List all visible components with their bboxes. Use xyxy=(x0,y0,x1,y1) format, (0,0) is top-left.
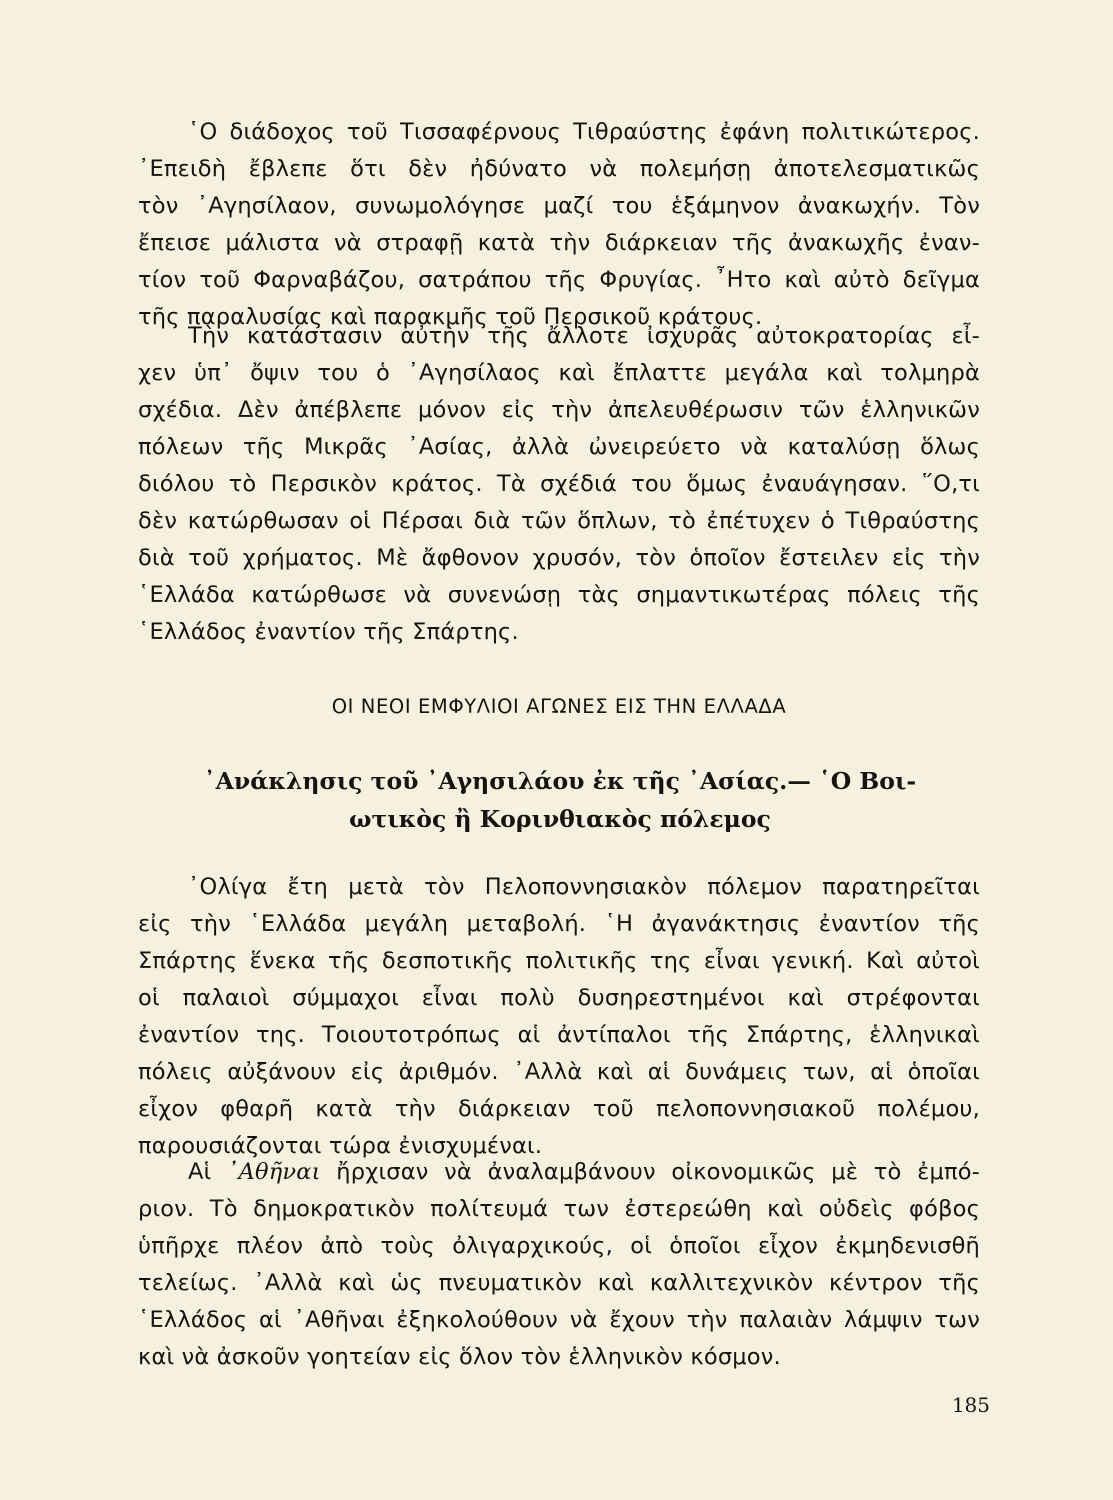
text-line: ᾿Επειδὴ ἔβλεπε ὅτι δὲν ἠδύνατο νὰ πολεμήσῃ ἀποτελεσματικῶς xyxy=(138,156,980,182)
text-line: Τὴν κατάστασιν αὐτὴν τῆς ἄλλοτε ἰσχυρᾶς αὐτοκρατορίας εἶ- xyxy=(188,323,980,349)
text-line: ὑπῆρχε πλέον ἀπὸ τοὺς ὀλιγαρχικούς, οἱ ὁποῖοι εἶχον ἐκμηδενισθῆ xyxy=(138,1233,980,1259)
text-line: διόλου τὸ Περσικὸν κράτος. Τὰ σχέδιά του ὅμως ἐναυάγησαν. ῞Ο,τι xyxy=(138,471,980,497)
subtitle-line: ᾿Ανάκλησις τοῦ ᾿Αγησιλάου ἐκ τῆς ᾿Ασίας.— ῾Ο Βοι- xyxy=(203,767,917,795)
text-line: ἔπεισε μάλιστα νὰ στραφῇ κατὰ τὴν διάρκειαν τῆς ἀνακωχῆς ἐναν- xyxy=(138,230,980,256)
text-fragment: ἤρχισαν νὰ ἀναλαμβάνουν οἰκονομικῶς μὲ τὸ ἐμπό- xyxy=(320,1159,980,1185)
text-line: ᾿Ολίγα ἔτη μετὰ τὸν Πελοποννησιακὸν πόλεμον παρατηρεῖται xyxy=(188,874,980,900)
text-line: Σπάρτης ἕνεκα τῆς δεσποτικῆς πολιτικῆς της εἶναι γενική. Καὶ αὐτοὶ xyxy=(138,948,980,974)
text-line: σχέδια. Δὲν ἀπέβλεπε μόνον εἰς τὴν ἀπελευθέρωσιν τῶν ἑλληνικῶν xyxy=(138,397,980,423)
text-line: πόλεις αὐξάνουν εἰς ἀριθμόν. ᾿Αλλὰ καὶ αἱ δυνάμεις των, αἱ ὁποῖαι xyxy=(138,1059,980,1085)
text-line: διὰ τοῦ χρήματος. Μὲ ἄφθονον χρυσόν, τὸν ὁποῖον ἔστειλεν εἰς τὴν xyxy=(138,545,980,571)
text-line: ῾Ελλάδος ἐναντίον τῆς Σπάρτης. xyxy=(138,619,519,645)
text-line: ριον. Τὸ δημοκρατικὸν πολίτευμά των ἐστερεώθη καὶ οὐδεὶς φόβος xyxy=(138,1196,980,1222)
paragraph-3 xyxy=(138,869,980,1165)
paragraph-4 xyxy=(138,1154,980,1376)
text-line: καὶ νὰ ἀσκοῦν γοητείαν εἰς ὅλον τὸν ἑλληνικὸν κόσμον. xyxy=(138,1344,781,1370)
text-line: πόλεων τῆς Μικρᾶς ᾿Ασίας, ἀλλὰ ὠνειρεύετο νὰ καταλύσῃ ὅλως xyxy=(138,434,980,460)
text-line: τελείως. ᾿Αλλὰ καὶ ὡς πνευματικὸν καὶ καλλιτεχνικὸν κέντρον τῆς xyxy=(138,1270,980,1296)
text-line: παρουσιάζονται τώρα ἐνισχυμέναι. xyxy=(138,1133,543,1159)
text-line xyxy=(138,1154,980,1191)
subtitle-line: ωτικὸς ἢ Κορινθιακὸς πόλεμος xyxy=(349,805,771,833)
text-line: ῾Ελλάδος αἱ ᾿Αθῆναι ἐξηκολούθουν νὰ ἔχουν τὴν παλαιὰν λάμψιν των xyxy=(138,1307,980,1333)
text-line: τὸν ᾿Αγησίλαον, συνωμολόγησε μαζί του ἑξάμηνον ἀνακωχήν. Τὸν xyxy=(138,193,980,219)
text-fragment: Αἱ xyxy=(188,1159,228,1185)
text-line: τῆς παραλυσίας καὶ παρακμῆς τοῦ Περσικοῦ κράτους. xyxy=(138,304,763,330)
page-number: 185 xyxy=(951,1393,990,1417)
subtitle xyxy=(170,762,950,838)
text-line: εἰς τὴν ῾Ελλάδα μεγάλη μεταβολή. ῾Η ἀγανάκτησις ἐναντίον τῆς xyxy=(138,911,980,937)
text-line: εἶχον φθαρῆ κατὰ τὴν διάρκειαν τοῦ πελοποννησιακοῦ πολέμου, xyxy=(138,1096,980,1122)
italic-term: ᾿Αθῆναι xyxy=(227,1159,321,1185)
text-line: ῾Ο διάδοχος τοῦ Τισσαφέρνους Τιθραύστης ἐφάνη πολιτικώτερος. xyxy=(188,119,980,145)
text-line: τίον τοῦ Φαρναβάζου, σατράπου τῆς Φρυγίας. ῏Ητο καὶ αὐτὸ δεῖγμα xyxy=(138,267,980,293)
text-line: ἐναντίον της. Τοιουτοτρόπως αἱ ἀντίπαλοι τῆς Σπάρτης, ἑλληνικαὶ xyxy=(138,1022,980,1048)
text-line: ῾Ελλάδα κατώρθωσε νὰ συνενώσῃ τὰς σημαντικωτέρας πόλεις τῆς xyxy=(138,582,980,608)
paragraph-2 xyxy=(138,318,980,651)
text-line: οἱ παλαιοὶ σύμμαχοι εἶναι πολὺ δυσηρεστημένοι καὶ στρέφονται xyxy=(138,985,980,1011)
text-line: δὲν κατώρθωσαν οἱ Πέρσαι διὰ τῶν ὅπλων, τὸ ἐπέτυχεν ὁ Τιθραύστης xyxy=(138,508,980,534)
section-title: ΟΙ ΝΕΟΙ ΕΜΦΥΛΙΟΙ ΑΓΩΝΕΣ ΕΙΣ ΤΗΝ ΕΛΛΑΔΑ xyxy=(331,695,787,718)
text-line: χεν ὑπ᾿ ὄψιν του ὁ ᾿Αγησίλαος καὶ ἔπλαττε μεγάλα καὶ τολμηρὰ xyxy=(138,360,980,386)
paragraph-1 xyxy=(138,114,980,336)
